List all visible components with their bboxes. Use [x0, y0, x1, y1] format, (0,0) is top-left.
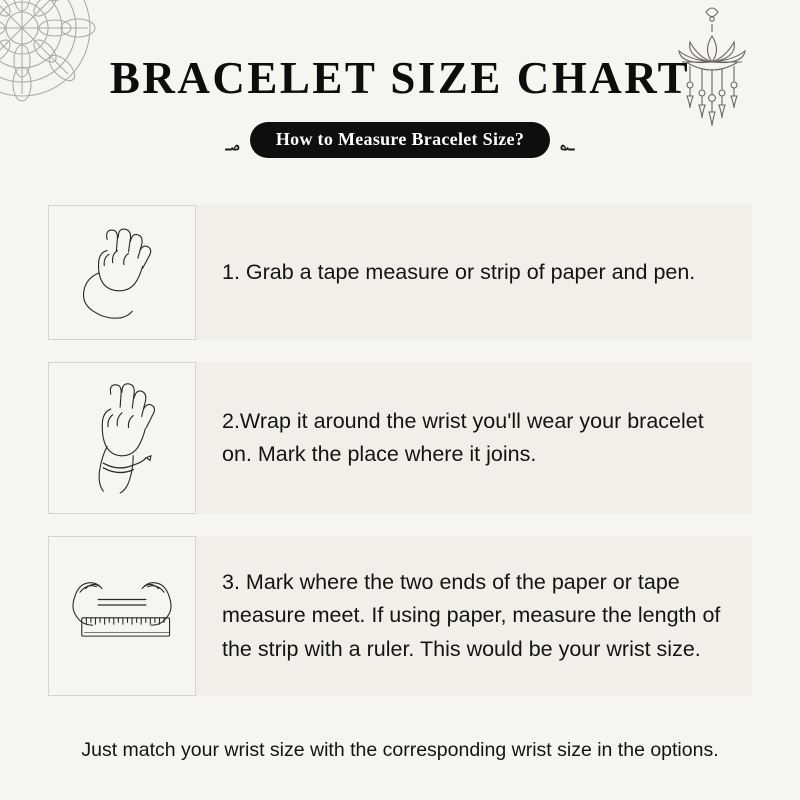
step-item — [48, 362, 752, 514]
footer-note: Just match your wrist size with the corresponding wrist size in the options. — [81, 739, 719, 761]
wrist-wrapped-with-tape-illustration — [48, 362, 196, 514]
step-item — [48, 205, 752, 340]
subtitle-row — [0, 122, 800, 158]
step-text: 1. Grab a tape measure or strip of paper and pen. — [222, 259, 696, 284]
subtitle-badge: How to Measure Bracelet Size? — [250, 122, 550, 158]
step-text: 2.Wrap it around the wrist you'll wear your bracelet on. Mark the place where it joins. — [222, 408, 704, 466]
step-item — [48, 536, 752, 696]
measuring-strip-with-ruler-illustration — [48, 536, 196, 696]
flourish-right-icon: ؃ — [560, 124, 576, 153]
hand-with-tape-measure-illustration — [48, 205, 196, 340]
step-text: 3. Mark where the two ends of the paper or tape measure meet. If using paper, measure the length of the strip with a ruler. This would be your wrist size. — [222, 570, 721, 661]
steps-list — [0, 205, 800, 718]
page-title: BRACELET SIZE CHART — [109, 53, 691, 103]
flourish-left-icon: ؃ — [224, 124, 240, 153]
